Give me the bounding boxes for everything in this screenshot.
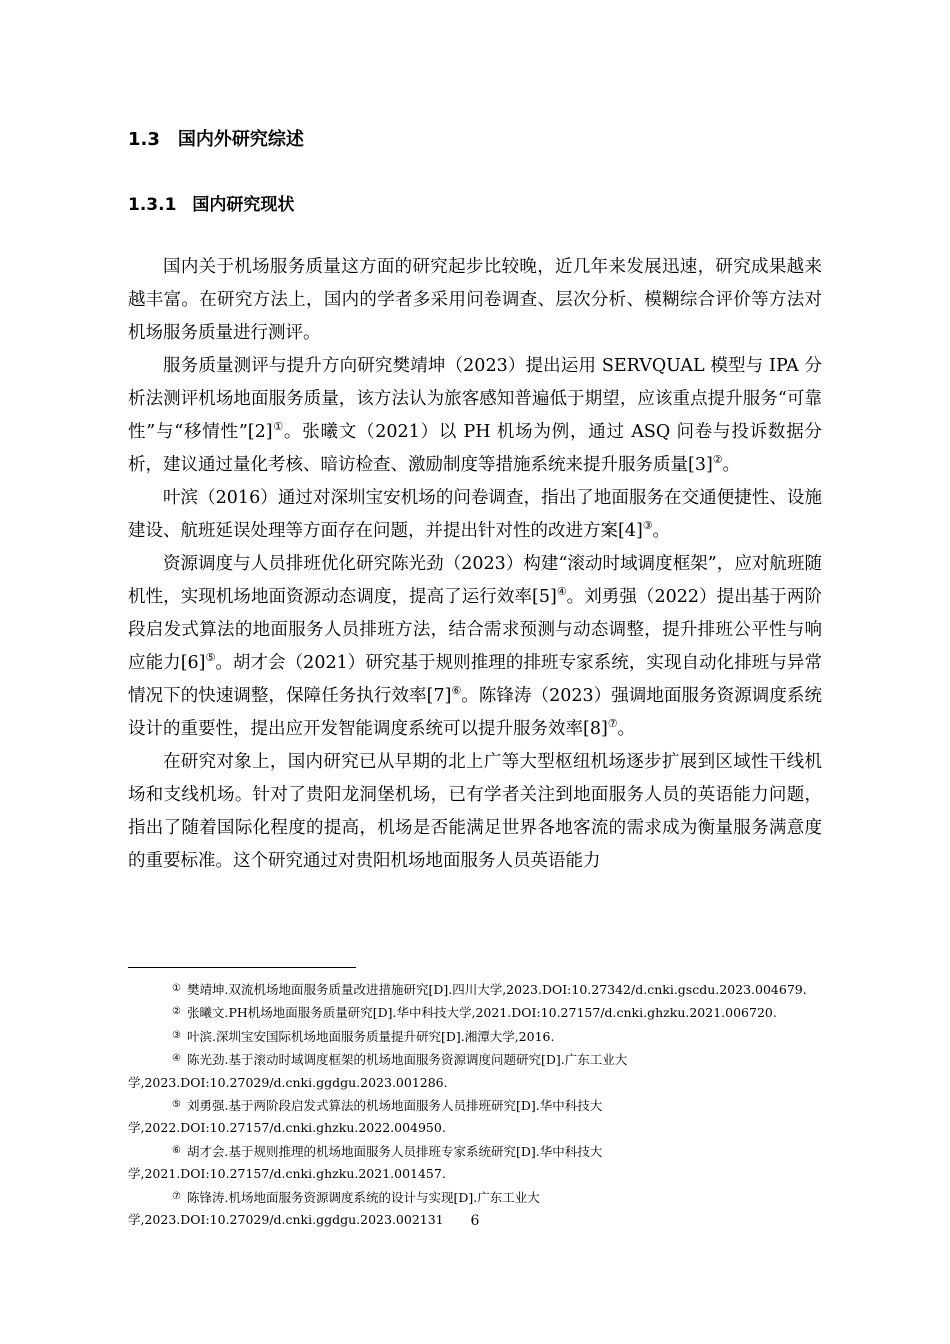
footnote-text: 叶滨.深圳宝安国际机场地面服务质量提升研究[D].湘潭大学,2016. <box>186 1028 555 1044</box>
footnote-ref-2[interactable]: ② <box>712 453 723 467</box>
footnote-text: 刘勇强.基于两阶段启发式算法的机场地面服务人员排班研究[D].华中科技大学,2022.DOI:10.27157/d.cnki.ghzku.2022.004950. <box>128 1098 603 1136</box>
footnote-ref-6[interactable]: ⑥ <box>451 684 462 698</box>
footnote <box>128 1048 818 1094</box>
footnote-text: 陈锋涛.机场地面服务资源调度系统的设计与实现[D].广东工业大学,2023.DOI:10.27029/d.cnki.ggdgu.2023.002131 <box>128 1189 540 1228</box>
footnote-marker: ① <box>172 983 181 994</box>
section-heading <box>128 128 304 152</box>
paragraph-1-text: 国内关于机场服务质量这方面的研究起步比较晚，近几年来发展迅速，研究成果越来越丰富。在研究方法上，国内的学者多采用问卷调查、层次分析、模糊综合评价等方法对机场服务质量进行测评。 <box>128 257 822 343</box>
section-number: 1.3 <box>128 129 160 150</box>
footnote-marker: ⑥ <box>172 1144 181 1156</box>
footnote-text: 张曦文.PH机场地面服务质量研究[D].华中科技大学,2021.DOI:10.27157/d.cnki.ghzku.2021.006720. <box>186 1005 777 1021</box>
paragraph-2 <box>128 350 822 482</box>
footnote-ref-3[interactable]: ③ <box>642 519 653 533</box>
paragraph-4-text-e: 。 <box>617 719 636 739</box>
page-number: 6 <box>470 1213 480 1229</box>
subsection-number: 1.3.1 <box>128 195 177 215</box>
footnote-text: 陈光劲.基于滚动时域调度框架的机场地面服务资源调度问题研究[D].广东工业大学,2023.DOI:10.27029/d.cnki.ggdgu.2023.001286. <box>128 1052 628 1090</box>
footnote-marker: ⑤ <box>172 1099 181 1111</box>
paragraph-3 <box>128 482 822 548</box>
footnote-ref-5[interactable]: ⑤ <box>205 651 216 665</box>
paragraph-2-text-b: 。张曦文（2021）以 PH 机场为例，通过 ASQ 问卷与投诉数据分析，建议通过量化考核、暗访检查、激励制度等措施系统来提升服务质量[3] <box>128 422 822 475</box>
footnote-separator <box>128 967 356 968</box>
footnote <box>128 1094 818 1140</box>
paragraph-4 <box>128 548 822 746</box>
footnote-marker: ② <box>172 1006 181 1018</box>
footnote-text: 胡才会.基于规则推理的机场地面服务人员排班专家系统研究[D].华中科技大学,2021.DOI:10.27157/d.cnki.ghzku.2021.001457. <box>128 1143 603 1182</box>
footnote <box>128 1140 818 1186</box>
paragraph-5 <box>128 746 822 878</box>
paragraph-5-text: 在研究对象上，国内研究已从早期的北上广等大型枢纽机场逐步扩展到区域性干线机场和支线机场。针对了贵阳龙洞堡机场，已有学者关注到地面服务人员的英语能力问题，指出了随着国际化程度的提高，机场是否能满足世界各地客流的需求成为衡量服务满意度的重要标准。这个研究通过对贵阳机场地面服务人员英语能力 <box>128 752 822 871</box>
subsection-title: 国内研究现状 <box>192 195 295 215</box>
paragraph-4-text-c: 。胡才会（2021）研究基于规则推理的排班专家系统，实现自动化排班与异常情况下的快速调整，保障任务执行效率[7] <box>128 653 822 706</box>
footnote-ref-1[interactable]: ① <box>272 420 284 434</box>
paragraph-3-text-a: 叶滨（2016）通过对深圳宝安机场的问卷调查，指出了地面服务在交通便捷性、设施建设、航班延误处理等方面存在问题，并提出针对性的改进方案[4] <box>128 488 822 541</box>
footnote-marker: ③ <box>172 1029 181 1041</box>
paragraph-1 <box>128 251 822 350</box>
footnotes <box>128 978 818 1231</box>
footnote-text: 樊靖坤.双流机场地面服务质量改进措施研究[D].四川大学,2023.DOI:10.27342/d.cnki.gscdu.2023.004679. <box>186 982 807 997</box>
section-title: 国内外研究综述 <box>177 129 304 150</box>
footnote-ref-7[interactable]: ⑦ <box>607 717 618 731</box>
footnote-marker: ⑦ <box>172 1190 181 1202</box>
subsection-heading <box>128 193 294 217</box>
paragraph-4-text-d: 。陈锋涛（2023）强调地面服务资源调度系统设计的重要性，提出应开发智能调度系统可以提升服务效率[8] <box>128 686 822 739</box>
body-text <box>128 251 822 878</box>
footnote <box>128 978 818 1001</box>
footnote-ref-4[interactable]: ④ <box>556 585 567 599</box>
paragraph-2-text-a: 服务质量测评与提升方向研究樊靖坤（2023）提出运用 SERVQUAL 模型与 IPA 分析法测评机场地面服务质量，该方法认为旅客感知普遍低于期望，应该重点提升服务“可靠性”与“移情性”[2] <box>128 356 822 442</box>
paragraph-2-text-c: 。 <box>722 455 741 475</box>
paragraph-4-text-b: 。刘勇强（2022）提出基于两阶段启发式算法的地面服务人员排班方法，结合需求预测与动态调整，提升排班公平性与响应能力[6] <box>128 587 822 673</box>
paragraph-3-text-b: 。 <box>652 521 671 541</box>
paragraph-4-text-a: 资源调度与人员排班优化研究陈光劲（2023）构建“滚动时域调度框架”，应对航班随机性，实现机场地面资源动态调度，提高了运行效率[5] <box>128 554 822 607</box>
footnote-marker: ④ <box>172 1053 181 1065</box>
footnote <box>128 1001 818 1024</box>
footnote <box>128 1025 818 1048</box>
